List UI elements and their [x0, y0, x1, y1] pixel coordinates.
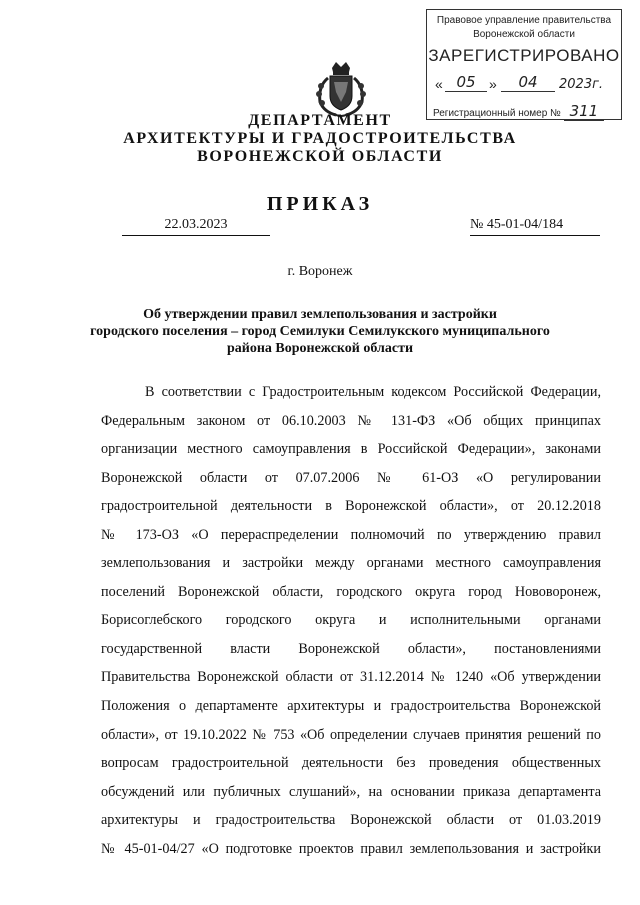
body-line: № 173-ОЗ «О перераспределении полномочий по утверждению правил [101, 526, 601, 543]
body-line: государственной власти Воронежской области», постановлениями [101, 640, 601, 657]
dept-line-1: ДЕПАРТАМЕНТ [248, 112, 392, 129]
body-line: поселений Воронежской области, городского округа город Нововоронеж, [101, 583, 601, 600]
body-line: Борисоглебского городского округа и исполнительными органами [101, 612, 601, 629]
dept-line-3: ВОРОНЕЖСКОЙ ОБЛАСТИ [197, 148, 443, 165]
body-line: Правительства Воронежской области от 31.12.2014 № 1240 «Об утверждении [101, 669, 601, 686]
stamp-registered: ЗАРЕГИСТРИРОВАНО [428, 46, 620, 65]
stamp-date: « 05 » 04 2023г. [435, 73, 604, 92]
body-line: организации местного самоуправления в Российской Федерации», законами [101, 441, 601, 458]
body-line: архитектуры и градостроительства Воронежской области от 01.03.2019 [101, 812, 601, 829]
body-line: землепользования и застройки между органами местного самоуправления [101, 555, 601, 572]
body-line: Положения о департаменте архитектуры и градостроительства Воронежской [101, 698, 601, 715]
body-line: градостроительной деятельности в Воронежской области», от 20.12.2018 [101, 498, 601, 515]
body-paragraph [101, 382, 601, 867]
body-line: Федеральным законом от 06.10.2003 № 131-ФЗ «Об общих принципах [101, 412, 601, 429]
dept-line-2: АРХИТЕКТУРЫ И ГРАДОСТРОИТЕЛЬСТВА [123, 130, 517, 147]
stamp-number-value: 311 [564, 102, 605, 121]
stamp-date-day: 05 [445, 73, 487, 92]
registration-stamp [426, 9, 622, 120]
body-line: обсуждений или публичных слушаний», на основании приказа департамента [101, 783, 601, 800]
order-date: 22.03.2023 [122, 217, 270, 236]
body-line: В соответствии с Градостроительным кодексом Российской Федерации, [145, 384, 601, 400]
heading-line: Об утверждении правил землепользования и застройки [143, 307, 497, 322]
document-type: ПРИКАЗ [266, 193, 374, 215]
stamp-date-year: 2023г. [559, 77, 604, 92]
order-number: № 45-01-04/184 [470, 217, 600, 236]
body-line: Воронежской области от 07.07.2006 № 61-ОЗ «О регулировании [101, 469, 601, 486]
stamp-number-label: Регистрационный номер № [433, 108, 561, 119]
body-line: вопросам градостроительной деятельности без проведения общественных [101, 755, 601, 772]
body-line: № 45-01-04/27 «О подготовке проектов правил землепользования и застройки [101, 840, 601, 857]
body-line: области», от 19.10.2022 № 753 «Об определении случаев принятия решений по [101, 726, 601, 743]
stamp-authority-line1: Правовое управление правительства [436, 15, 612, 26]
document-heading [90, 306, 550, 357]
stamp-authority-line2: Воронежской области [473, 29, 575, 40]
stamp-date-month: 04 [501, 73, 555, 92]
heading-line: городского поселения – город Семилуки Семилукского муниципального [90, 324, 550, 339]
city: г. Воронеж [287, 264, 353, 279]
coat-of-arms-icon [312, 62, 370, 118]
heading-line: района Воронежской области [226, 341, 414, 356]
